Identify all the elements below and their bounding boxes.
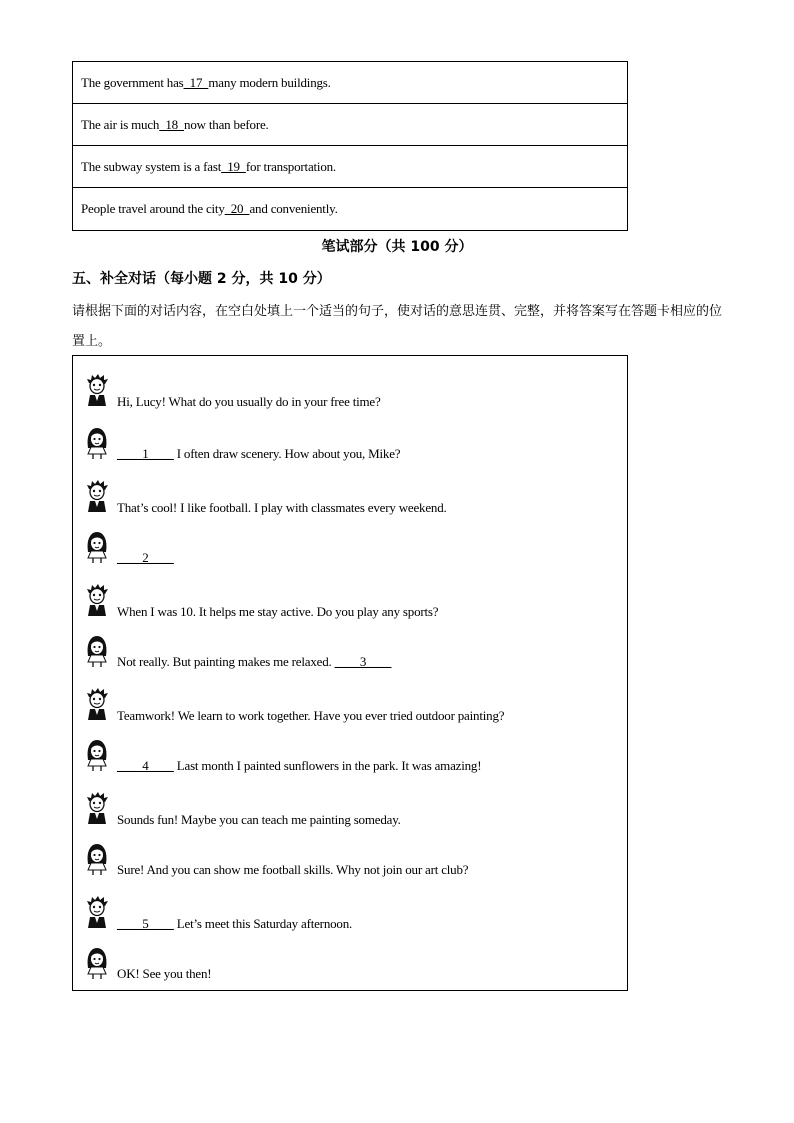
cloze-blank: 19: [221, 158, 246, 174]
line-text: When I was 10. It helps me stay active. Do you play any sports?: [117, 604, 439, 619]
dialogue-line: [117, 446, 400, 462]
dialogue-turn: [83, 736, 613, 776]
cloze-row: [73, 62, 627, 104]
line-text: I often draw scenery. How about you, Mike?: [173, 446, 401, 461]
dialogue-turn: [83, 840, 613, 880]
dialogue-blank: ____1____: [117, 446, 174, 461]
dialogue-line: [117, 500, 447, 516]
cloze-blank: 20: [224, 201, 250, 216]
dialogue-turn: [83, 686, 613, 726]
line-text: Last month I painted sunflowers in the park. It was amazing!: [173, 758, 482, 773]
line-text: That’s cool! I like football. I play with classmates every weekend.: [117, 500, 447, 515]
cloze-table: [72, 61, 628, 231]
dialogue-blank: ____3____: [334, 654, 392, 669]
line-text: Hi, Lucy! What do you usually do in your free time?: [117, 394, 381, 409]
cloze-text: The government has: [81, 74, 184, 90]
dialogue-turn: [83, 632, 613, 672]
dialogue-turn: [83, 894, 613, 934]
dialogue-line: [117, 708, 504, 724]
dialogue-line: [117, 862, 468, 878]
boy-avatar-icon: [83, 582, 111, 618]
line-text: Not really. But painting makes me relaxed.: [117, 654, 335, 669]
dialogue-line: [117, 394, 381, 410]
dialogue-line: [117, 916, 352, 932]
girl-avatar-icon: [83, 736, 111, 772]
cloze-text: and conveniently.: [249, 201, 338, 216]
line-text: Sure! And you can show me football skills. Why not join our art club?: [117, 862, 469, 877]
dialogue-line: [117, 604, 438, 620]
dialogue-turn: [83, 790, 613, 830]
boy-avatar-icon: [83, 478, 111, 514]
dialogue-line: [117, 758, 481, 774]
dialogue-turn: [83, 944, 613, 984]
dialogue-line: [117, 966, 211, 982]
boy-avatar-icon: [83, 894, 111, 930]
girl-avatar-icon: [83, 528, 111, 564]
line-text: Teamwork! We learn to work together. Have you ever tried outdoor painting?: [117, 708, 505, 723]
cloze-text: for transportation.: [245, 158, 336, 174]
line-text: Let’s meet this Saturday afternoon.: [173, 916, 353, 931]
boy-avatar-icon: [83, 686, 111, 722]
dialogue-line: [117, 654, 391, 670]
dialogue-turn: [83, 424, 613, 464]
instructions: 请根据下面的对话内容，在空白处填上一个适当的句子，使对话的意思连贯、完整，并将答案写在答题卡相应的位置上。: [72, 304, 723, 349]
cloze-row: [73, 188, 627, 230]
girl-avatar-icon: [83, 840, 111, 876]
dialogue-line: [117, 812, 401, 828]
girl-avatar-icon: [83, 424, 111, 460]
line-text: Sounds fun! Maybe you can teach me painting someday.: [117, 812, 401, 827]
section-title: 笔试部分（共 100 分）: [321, 239, 473, 255]
cloze-text: The subway system is a fast: [81, 158, 222, 174]
cloze-row: [73, 146, 627, 188]
cloze-text: many modern buildings.: [208, 74, 331, 90]
dialogue-turn: [83, 478, 613, 518]
dialogue-turn: [83, 372, 613, 412]
boy-avatar-icon: [83, 372, 111, 408]
dialogue-blank: ____2____: [117, 550, 174, 565]
cloze-row: [73, 104, 627, 146]
girl-avatar-icon: [83, 632, 111, 668]
dialogue-line: [117, 550, 174, 566]
dialogue-turn: [83, 582, 613, 622]
cloze-blank: 17: [183, 74, 209, 90]
girl-avatar-icon: [83, 944, 111, 980]
cloze-blank: 18: [159, 116, 185, 132]
line-text: OK! See you then!: [117, 966, 212, 981]
cloze-text: The air is much: [81, 116, 160, 132]
cloze-text: now than before.: [184, 116, 269, 132]
dialogue-box: [72, 355, 628, 991]
section-heading: 五、补全对话（每小题 2 分，共 10 分）: [72, 271, 331, 287]
boy-avatar-icon: [83, 790, 111, 826]
dialogue-blank: ____4____: [117, 758, 174, 773]
dialogue-turn: [83, 528, 613, 568]
cloze-text: People travel around the city: [81, 201, 225, 216]
dialogue-blank: ____5____: [117, 916, 174, 931]
